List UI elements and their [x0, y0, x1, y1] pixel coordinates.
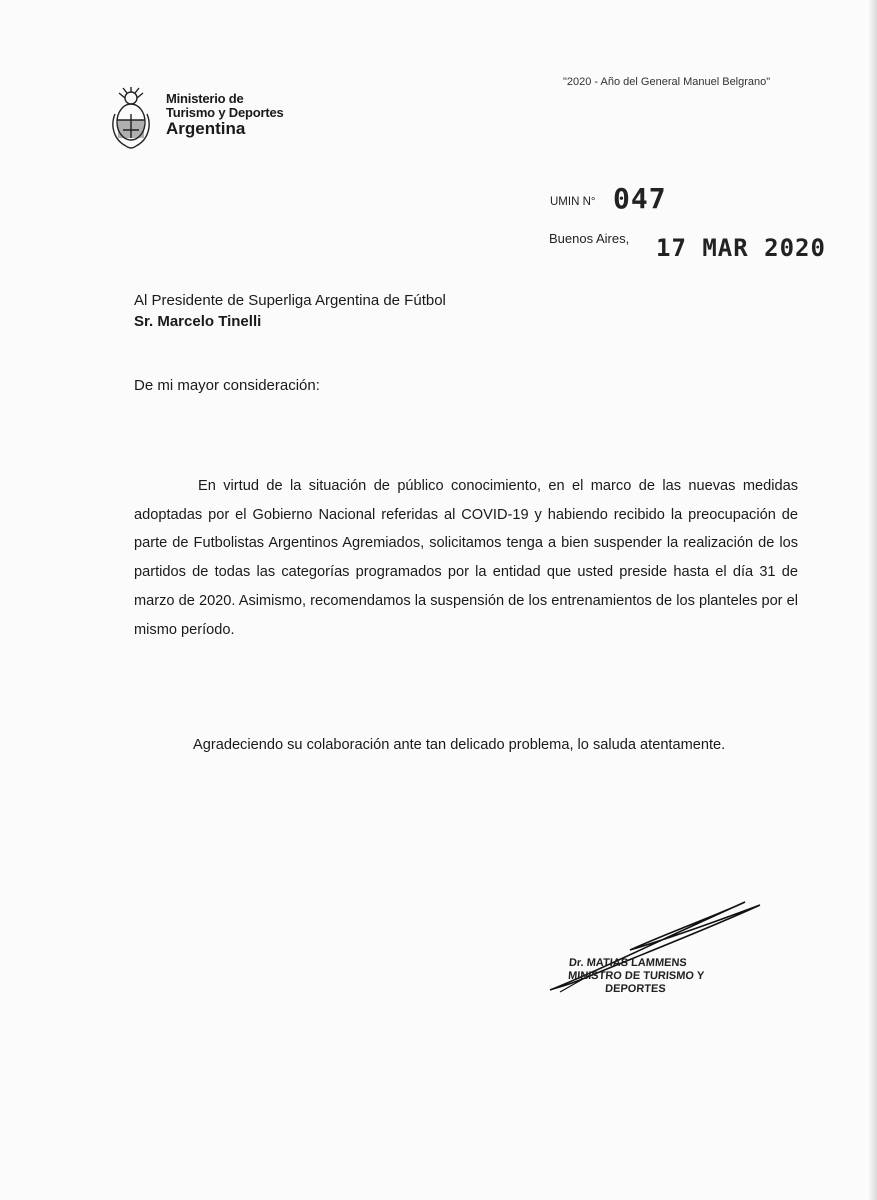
signatory-title: MINISTRO DE TURISMO Y: [567, 970, 705, 982]
reference-label: UMIN N°: [550, 196, 596, 208]
salutation: De mi mayor consideración:: [134, 377, 320, 394]
letter-body: En virtud de la situación de público conocimiento, en el marco de las nuevas medidas adoptadas por el Gobierno Nacional referidas al COVID-19 y habiendo recibido la preocupación de parte de Futbolistas Argentinos Agremiados, solicitamos tenga a bien suspender la realización de los partidos de todas las categorías programados por la entidad que usted preside hasta el día 31 de marzo de 2020. Asimismo, recomendamos la suspensión de los entrenamientos de los planteles por el mismo período.: [134, 478, 798, 638]
signatory-title-cont: DEPORTES: [604, 983, 667, 995]
stamped-date: 17 MAR 2020: [656, 234, 826, 262]
recipient-title: Al Presidente de Superliga Argentina de Fútbol: [134, 292, 446, 309]
signatory: [567, 957, 706, 996]
coat-of-arms-icon: [108, 84, 154, 154]
handwritten-signature: [520, 880, 780, 1020]
ministry-line2: Turismo y Deportes: [166, 105, 284, 120]
ministry-line1: Ministerio de: [166, 91, 244, 106]
place-label: Buenos Aires,: [549, 231, 630, 246]
signatory-name: Dr. MATIAS LAMMENS: [568, 957, 688, 969]
recipient-block: [134, 290, 446, 332]
page-edge: [867, 0, 877, 1200]
closing-line: Agradeciendo su colaboración ante tan delicado problema, lo saluda atentamente.: [193, 737, 726, 753]
reference-number: 047: [613, 182, 667, 215]
ministry-country: Argentina: [166, 119, 246, 138]
ministry-name: [166, 92, 284, 136]
recipient-name: Sr. Marcelo Tinelli: [134, 313, 262, 330]
year-motto: "2020 - Año del General Manuel Belgrano": [563, 76, 771, 88]
